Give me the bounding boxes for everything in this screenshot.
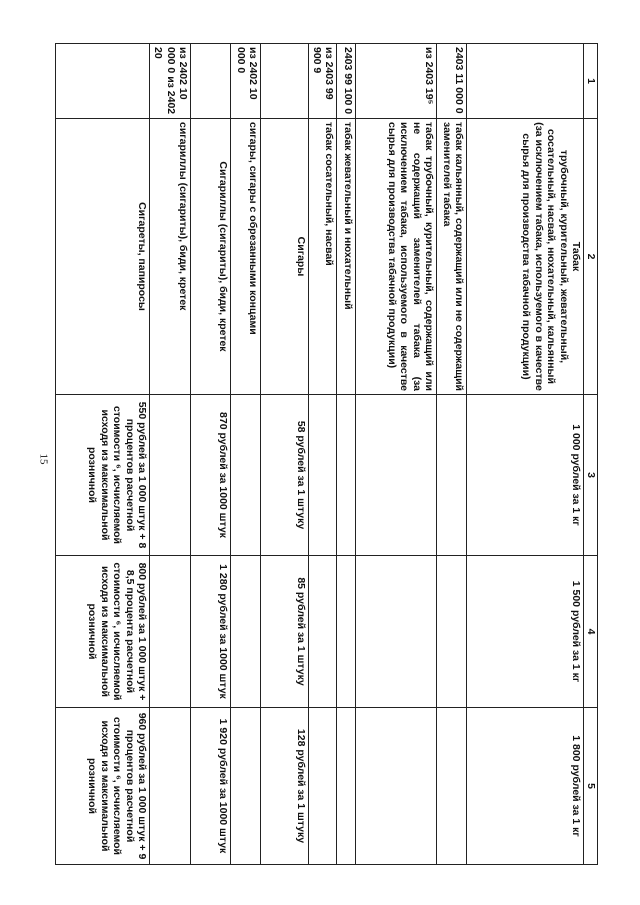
rate-cell-2025: 1 920 рублей за 1000 штук [191, 708, 231, 865]
rate-cell-2025 [150, 708, 191, 865]
rate-cell-2025 [309, 708, 337, 865]
column-number: 4 [584, 556, 598, 708]
rate-cell-2025: 1 800 рублей за 1 кг [467, 708, 584, 865]
rate-cell-2025: 960 рублей за 1 000 штук + 9 процентов расчетной стоимости ⁶, исчисляемой исходя из максимальной розничной [56, 708, 150, 865]
rate-cell-2024 [231, 556, 261, 708]
rotated-table-content [70, 43, 598, 864]
name-cell: табак сосательный, насвай [309, 119, 337, 395]
code-cell: из 2403 19⁵ [356, 44, 437, 119]
rate-cell-2025 [231, 708, 261, 865]
table-row [309, 44, 337, 865]
column-number: 1 [584, 44, 598, 119]
page-number: 15 [37, 453, 50, 465]
name-cell: табак трубочный, курительный, содержащий или не содержащий заменителей табака (за исключением табака, используемого в качестве сырья для производства табачной продукции) [356, 119, 437, 395]
table-row-tobacco-heading [467, 44, 584, 865]
rate-cell-2023 [337, 395, 356, 556]
group-heading: Сигареты, папиросы [136, 202, 149, 311]
name-cell: сигариллы (сигариты), биди, кретек [150, 119, 191, 395]
name-cell [191, 119, 231, 395]
code-cell: из 2402 10 000 0 [231, 44, 261, 119]
column-number: 2 [584, 119, 598, 395]
rate-cell-2024 [309, 556, 337, 708]
rate-cell-2023: 870 рублей за 1000 штук [191, 395, 231, 556]
rate-cell-2024 [150, 556, 191, 708]
table-row-cigarillos-heading [191, 44, 231, 865]
code-cell: 2403 11 000 0 [437, 44, 467, 119]
group-heading: Сигары [295, 236, 308, 277]
rate-cell-2024: 1 280 рублей за 1000 штук [191, 556, 231, 708]
rate-cell-2023: 550 рублей за 1 000 штук + 8 процентов расчетной стоимости ⁶, исчисляемой исходя из максимальной розничной [56, 395, 150, 556]
name-cell: табак жевательный и нюхательный [337, 119, 356, 395]
table-row [150, 44, 191, 865]
column-number: 5 [584, 708, 598, 865]
rate-cell-2023: 1 000 рублей за 1 кг [467, 395, 584, 556]
code-cell: из 2402 10 000 0 из 2402 20 [150, 44, 191, 119]
rate-cell-2023 [231, 395, 261, 556]
rate-cell-2023: 58 рублей за 1 штуку [261, 395, 309, 556]
excise-rates-table [55, 43, 598, 865]
table-row-cigars-heading [261, 44, 309, 865]
rate-cell-2024 [356, 556, 437, 708]
rate-cell-2024: 85 рублей за 1 штуку [261, 556, 309, 708]
rate-cell-2025: 128 рублей за 1 штуку [261, 708, 309, 865]
table-row-cigarettes-heading [56, 44, 150, 865]
code-cell [261, 44, 309, 119]
rotated-table-frame [70, 43, 640, 860]
group-heading: Сигариллы (сигариты), биди, кретек [217, 161, 230, 352]
table-row [337, 44, 356, 865]
code-cell: 2403 99 100 0 [337, 44, 356, 119]
code-cell: из 2403 99 900 9 [309, 44, 337, 119]
rate-cell-2024: 1 500 рублей за 1 кг [467, 556, 584, 708]
table-row [356, 44, 437, 865]
table-row [437, 44, 467, 865]
name-cell: табак кальянный, содержащий или не содержащий заменителей табака [437, 119, 467, 395]
name-cell [261, 119, 309, 395]
table-row [231, 44, 261, 865]
code-cell [191, 44, 231, 119]
rate-cell-2025 [337, 708, 356, 865]
name-cell: сигары, сигары с обрезанными концами [231, 119, 261, 395]
name-cell [467, 119, 584, 395]
column-number: 3 [584, 395, 598, 556]
rate-cell-2025 [356, 708, 437, 865]
rate-cell-2023 [356, 395, 437, 556]
name-cell [56, 119, 150, 395]
rate-cell-2023 [309, 395, 337, 556]
rate-cell-2023 [437, 395, 467, 556]
group-heading: Табак [570, 241, 583, 272]
code-cell [56, 44, 150, 119]
rate-cell-2024 [437, 556, 467, 708]
code-cell [467, 44, 584, 119]
rate-cell-2023 [150, 395, 191, 556]
rate-cell-2024: 800 рублей за 1 000 штук + 8,5 процента расчетной стоимости ⁶, исчисляемой исходя из максимальной розничной [56, 556, 150, 708]
group-description: трубочный, курительный, жевательный, сосательный, насвай, нюхательный, кальянный (за исключением табака, используемого в качестве сырья для производства табачной продукции) [520, 122, 570, 391]
rate-cell-2024 [337, 556, 356, 708]
rate-cell-2025 [437, 708, 467, 865]
column-number-row [584, 44, 598, 865]
